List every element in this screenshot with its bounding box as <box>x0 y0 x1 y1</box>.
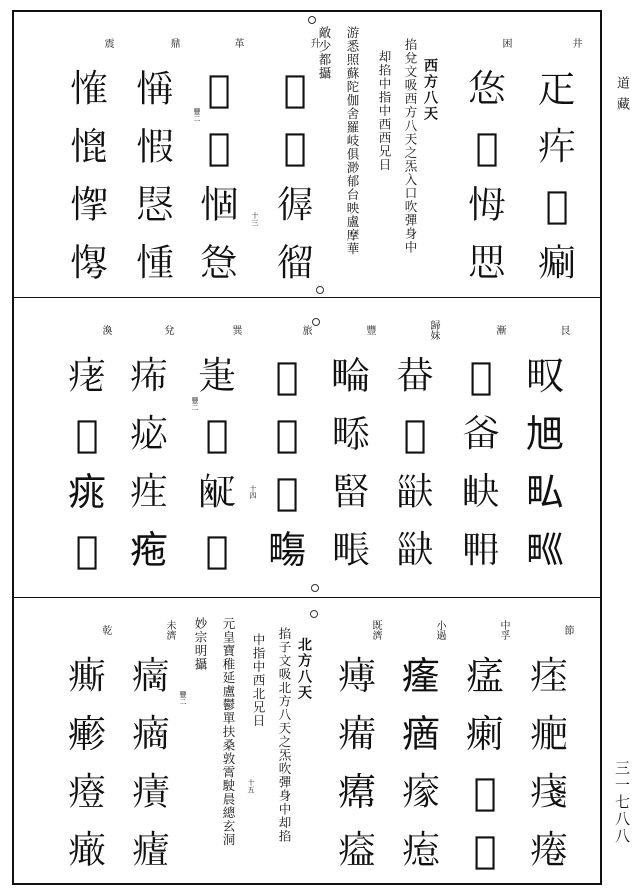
seal-glyph: 𤰜 <box>525 470 564 514</box>
seal-glyph: 𤲗 <box>331 470 370 514</box>
text-line4: 敵少都攝 <box>317 26 332 80</box>
seal-glyph: 𤸶 <box>337 712 376 756</box>
hexagram-label: 艮 <box>558 325 569 335</box>
seal-glyph-group <box>128 647 174 879</box>
hexagram-label: 巽 <box>230 325 241 335</box>
seal-glyph: 𤴙 <box>197 470 236 514</box>
ornament-circle <box>308 16 316 24</box>
hexagram-label: 既濟 <box>370 620 381 640</box>
hexagram-label: 旅 <box>300 325 311 335</box>
seal-glyph: 𤱺 <box>395 354 434 398</box>
text-line2: 中指中西北兄日 <box>251 633 266 728</box>
character-column <box>534 12 580 297</box>
seal-glyph: 𢝆 <box>135 241 174 285</box>
hexagram-label: 乾 <box>100 625 111 635</box>
seal-glyph-group <box>66 60 112 292</box>
panel-north <box>14 599 600 883</box>
hexagram-label: 小過 <box>434 620 445 640</box>
ornament-circle <box>311 584 319 592</box>
character-column <box>464 12 510 297</box>
seal-glyph-group <box>64 647 110 879</box>
seal-glyph-group <box>334 647 380 879</box>
hexagram-label: 鼎 <box>168 38 179 48</box>
panel-divider <box>14 297 600 298</box>
text-line3: 游悉照蘇陀伽舍羅岐俱渺郁台映盧摩華 <box>345 26 360 256</box>
seal-glyph: 𤺍 <box>67 828 106 872</box>
seal-glyph: 𤺌 <box>67 770 106 814</box>
character-column <box>264 299 310 597</box>
character-column <box>462 599 508 883</box>
seal-glyph: 𤴚 <box>205 528 229 572</box>
hexagram-label: 升 <box>308 38 319 48</box>
seal-glyph: 𤶃 <box>67 470 106 514</box>
character-column <box>334 599 380 883</box>
character-column <box>196 12 242 297</box>
page-frame <box>12 10 602 885</box>
seal-glyph: 𤲖 <box>331 412 370 456</box>
hexagram-label: 歸妹 <box>428 320 439 340</box>
hexagram-label: 未濟 <box>164 620 175 640</box>
seal-glyph-group <box>522 347 568 579</box>
seal-glyph: 𤰖 <box>525 354 564 398</box>
hexagram-label: 困 <box>500 38 511 48</box>
seal-glyph: 𢕈 <box>283 125 307 169</box>
seal-glyph: 𤵙 <box>129 470 168 514</box>
seal-glyph: 𢝄 <box>135 125 174 169</box>
seal-glyph: 𤷪 <box>465 654 504 698</box>
seal-glyph-group <box>64 347 110 579</box>
seal-glyph: 𤷄 <box>529 828 568 872</box>
seal-glyph: 𤺊 <box>67 654 106 698</box>
seal-glyph-group <box>328 347 374 579</box>
panel-middle <box>14 299 600 597</box>
seal-glyph: 𤸊 <box>401 828 440 872</box>
ornament-circle <box>316 286 324 294</box>
hexagram-label: 節 <box>562 625 573 635</box>
ornament-circle <box>312 318 320 326</box>
character-column <box>392 299 438 597</box>
character-column <box>132 12 178 297</box>
seal-glyph: 𤱾 <box>395 528 434 572</box>
seal-glyph: 𤱽 <box>395 470 434 514</box>
seal-glyph: 𢕍 <box>275 241 314 285</box>
seal-glyph: 𢘂 <box>467 67 506 111</box>
seal-glyph: 𤴘 <box>205 412 229 456</box>
seal-glyph-group <box>272 60 318 292</box>
seal-glyph: 𤷯 <box>538 241 576 285</box>
page-number: 三一七八八 <box>613 760 631 845</box>
character-column <box>126 299 172 597</box>
hexagram-label: 中孚 <box>498 620 509 640</box>
character-column <box>522 299 568 597</box>
seal-glyph-group <box>464 60 510 292</box>
seal-glyph-group <box>264 347 310 579</box>
seal-glyph-group <box>196 60 242 292</box>
seal-glyph: 𤵗 <box>129 354 168 398</box>
hexagram-label: 革 <box>232 38 243 48</box>
column-note: 豐二 <box>193 108 201 122</box>
seal-glyph: 𤸉 <box>401 770 440 814</box>
hexagram-label: 漸 <box>494 325 505 335</box>
character-column <box>398 599 444 883</box>
character-column <box>194 299 240 597</box>
text-line2: 却掐中指中西西兄日 <box>377 50 392 172</box>
panel-divider <box>14 597 600 598</box>
hexagram-label: 兌 <box>162 325 173 335</box>
seal-glyph: 𤷂 <box>529 712 568 756</box>
seal-glyph: 𤳆 <box>275 412 299 456</box>
seal-glyph: 𤹞 <box>131 654 170 698</box>
seal-glyph: 𤹠 <box>131 770 170 814</box>
seal-glyph: 𤱋 <box>461 528 500 572</box>
seal-glyph: 𤵍 <box>537 125 576 169</box>
seal-glyph: 𢛀 <box>207 125 231 169</box>
seal-glyph: 𤵘 <box>129 412 168 456</box>
seal-glyph-group <box>462 647 508 879</box>
book-title: 道藏 <box>614 76 629 118</box>
character-column <box>526 599 572 883</box>
seal-glyph: 𢜻 <box>135 67 174 111</box>
seal-glyph: 𤷬 <box>473 770 497 814</box>
column-note: 豐二 <box>191 397 199 411</box>
character-column <box>458 299 504 597</box>
seal-glyph: 𤶑 <box>545 183 569 227</box>
seal-glyph: 𢕄 <box>283 67 307 111</box>
text-line4: 妙宗明攝 <box>193 617 208 671</box>
seal-glyph: 𢛅 <box>199 183 238 227</box>
seal-glyph-group <box>132 60 178 292</box>
seal-glyph: 𤸵 <box>337 654 376 698</box>
column-note: 十四 <box>249 485 257 499</box>
ornament-circle <box>310 610 318 618</box>
seal-glyph: 𤳈 <box>267 528 306 572</box>
seal-glyph: 𤸷 <box>337 770 376 814</box>
seal-glyph: 𤷭 <box>473 828 497 872</box>
seal-glyph: 𢘃 <box>467 183 506 227</box>
column-note: 十三 <box>251 212 259 226</box>
character-column <box>64 599 110 883</box>
character-column <box>64 299 110 597</box>
seal-glyph-group <box>458 347 504 579</box>
seal-glyph: 𤱉 <box>461 470 500 514</box>
seal-glyph-group <box>194 347 240 579</box>
seal-glyph: 𢞕 <box>69 67 108 111</box>
seal-glyph: 𤹡 <box>131 828 170 872</box>
seal-glyph: 𢛃 <box>199 241 238 285</box>
seal-glyph: 𢕌 <box>276 183 314 227</box>
column-note: 十五 <box>247 779 255 793</box>
seal-glyph: 𢞙 <box>69 183 108 227</box>
hexagram-label: 豐 <box>364 325 375 335</box>
seal-glyph: 𤱂 <box>469 354 493 398</box>
seal-glyph: 𤱇 <box>461 412 500 456</box>
text-heading: 北方八天 <box>296 637 312 701</box>
text-line1: 掐子文吸北方八天之炁吹彈身中却掐 <box>277 627 292 843</box>
seal-glyph: 𤲕 <box>331 354 370 398</box>
seal-glyph-group <box>126 347 172 579</box>
seal-glyph: 𤺋 <box>67 712 106 756</box>
character-column <box>272 12 318 297</box>
text-note: 豐二 <box>179 691 187 705</box>
seal-glyph: 𤰙 <box>525 412 564 456</box>
seal-glyph: 𢞗 <box>69 125 108 169</box>
seal-glyph-group <box>392 347 438 579</box>
seal-glyph: 𤴓 <box>537 67 576 111</box>
seal-glyph: 𤶂 <box>75 412 99 456</box>
seal-glyph: 𤴗 <box>197 354 236 398</box>
seal-glyph: 𤵚 <box>129 528 168 572</box>
seal-glyph: 𤷫 <box>465 712 504 756</box>
seal-glyph: 𤳄 <box>275 354 299 398</box>
seal-glyph: 𤷃 <box>529 770 568 814</box>
seal-glyph: 𢞛 <box>69 241 108 285</box>
seal-glyph: 𤸈 <box>401 712 440 756</box>
seal-glyph: 𤸇 <box>401 654 440 698</box>
seal-glyph: 𢘁 <box>467 241 506 285</box>
seal-glyph-group <box>398 647 444 879</box>
text-line1: 掐兌文吸西方八天之炁入口吹彈身中 <box>403 38 418 254</box>
seal-glyph: 𤶄 <box>75 528 99 572</box>
seal-glyph: 𤱻 <box>403 412 427 456</box>
seal-glyph: 𢚵 <box>207 67 231 111</box>
character-column <box>328 299 374 597</box>
seal-glyph: 𤰝 <box>525 528 564 572</box>
seal-glyph: 𢗻 <box>475 125 499 169</box>
panel-west <box>14 12 600 297</box>
seal-glyph: 𤸸 <box>337 828 376 872</box>
seal-glyph: 𤳇 <box>275 470 299 514</box>
seal-glyph-group <box>526 647 572 879</box>
text-heading: 西方八天 <box>422 58 438 122</box>
seal-glyph: 𤷁 <box>529 654 568 698</box>
hexagram-label: 震 <box>102 38 113 48</box>
text-line3: 元皇寶稚延盧鬱單扶桑敦霄駛晨總玄洞 <box>221 617 236 847</box>
seal-glyph: 𤹟 <box>131 712 170 756</box>
seal-glyph: 𤲘 <box>331 528 370 572</box>
seal-glyph: 𢝅 <box>135 183 174 227</box>
side-margin <box>604 0 640 891</box>
character-column <box>66 12 112 297</box>
hexagram-label: 井 <box>570 38 581 48</box>
character-column <box>128 599 174 883</box>
hexagram-label: 渙 <box>100 325 111 335</box>
seal-glyph: 𤶁 <box>67 354 106 398</box>
seal-glyph-group <box>534 60 580 292</box>
